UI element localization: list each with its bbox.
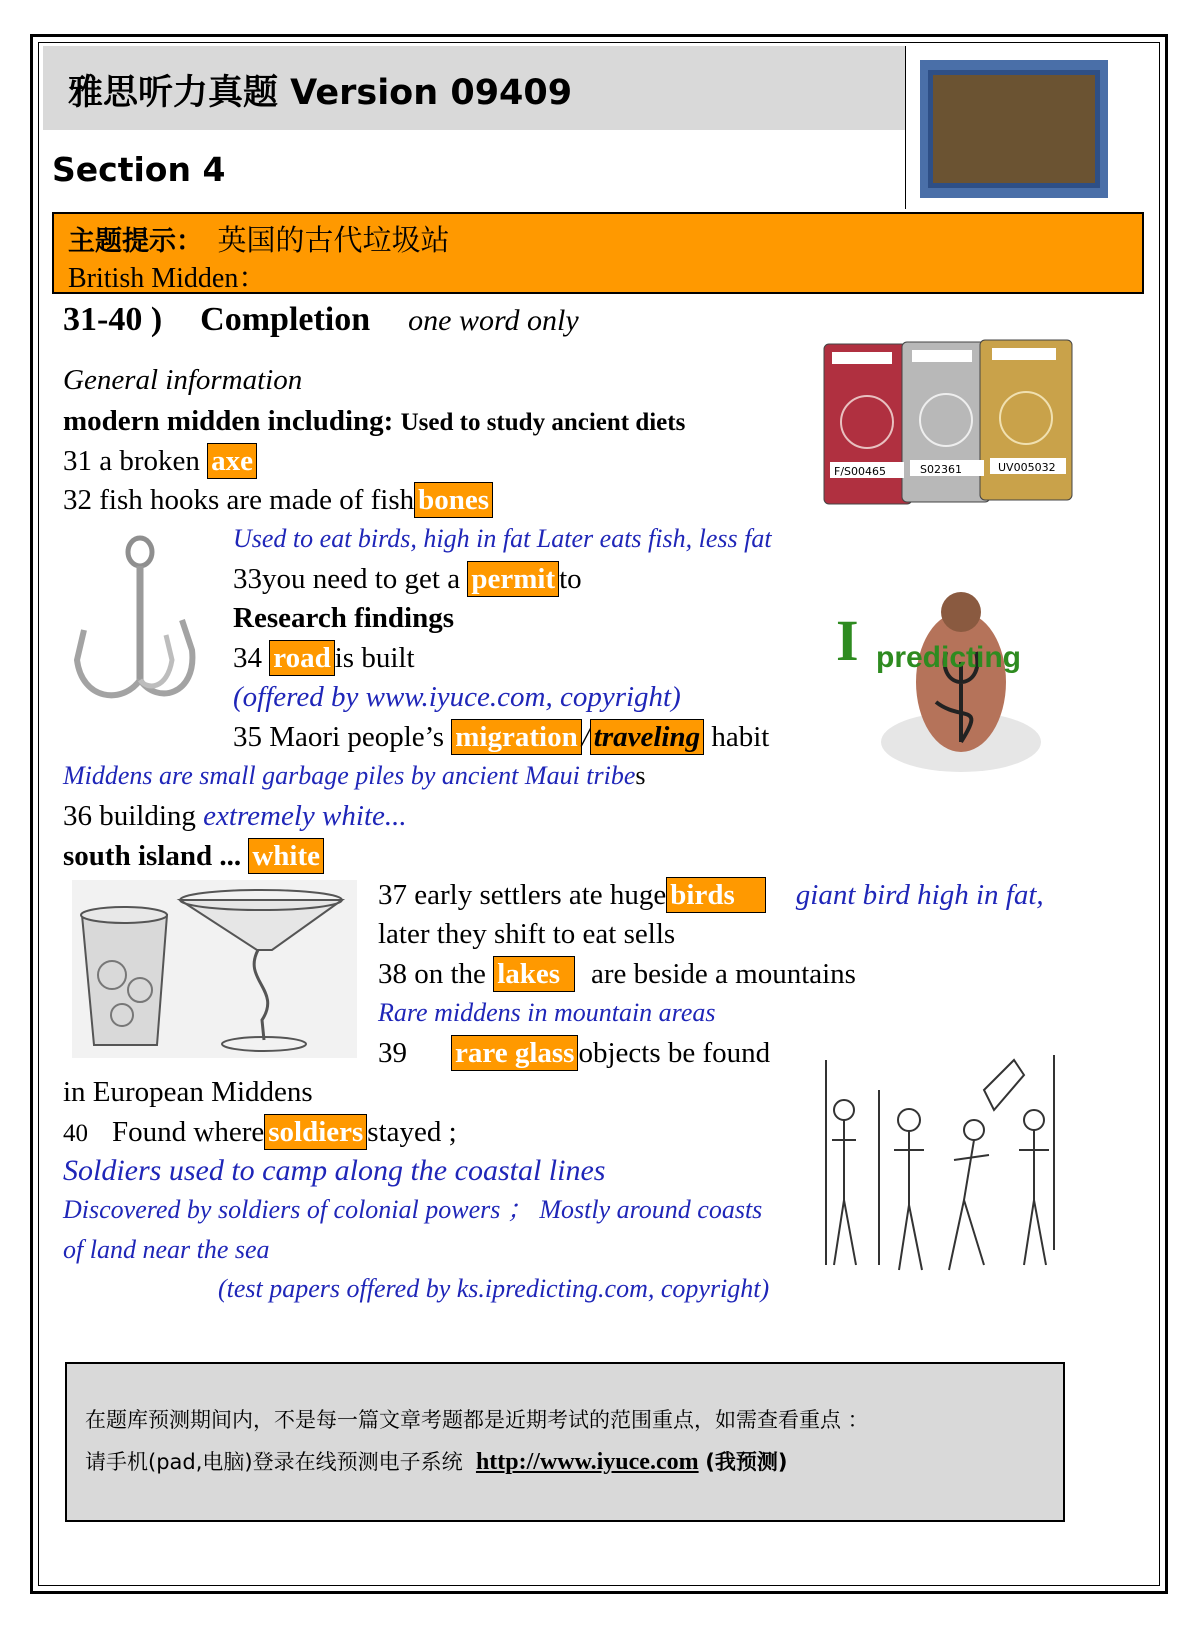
- q39-text: 39: [378, 1037, 407, 1069]
- footer-line-2: [85, 1446, 788, 1476]
- q36-answer: white: [248, 838, 324, 874]
- q38-answer: lakes: [493, 956, 575, 992]
- q34-suffix: is built: [334, 642, 415, 674]
- task-limit: one word only: [408, 304, 579, 337]
- note-rare: Rare middens in mountain areas: [378, 998, 716, 1027]
- south-island-label: south island ...: [63, 840, 242, 872]
- copyright-note-2: (test papers offered by ks.ipredicting.com, copyright): [218, 1274, 770, 1303]
- note-maui-suffix: s: [635, 761, 646, 790]
- q35-suffix: habit: [711, 721, 770, 753]
- q38-text: 38 on the: [378, 958, 486, 990]
- q37-text: 37 early settlers ate huge: [378, 879, 667, 911]
- question-37: [378, 877, 1044, 913]
- topic-line-cn: [68, 218, 450, 259]
- question-38: [378, 956, 856, 992]
- south-island-line: [63, 838, 324, 874]
- question-36: [63, 798, 407, 834]
- q39-suffix: objects be found: [578, 1037, 771, 1069]
- page-title: 雅思听力真题 Version 09409: [68, 73, 573, 113]
- q35-separator: /: [581, 721, 590, 753]
- ticket-cards-image: [822, 332, 1077, 512]
- q33-suffix: to: [559, 563, 582, 595]
- q36-text: 36 building: [63, 800, 196, 832]
- logo-text: predicting: [876, 641, 1022, 674]
- topic-banner: [52, 212, 1144, 294]
- logo-initial: I: [836, 608, 859, 673]
- midden-box-contents: [928, 70, 1100, 188]
- question-33: [233, 561, 582, 597]
- footer-link[interactable]: http://www.iyuce.com: [475, 1449, 699, 1475]
- q35-text: 35 Maori people’s: [233, 721, 445, 753]
- note-soldiers: Soldiers used to camp along the coastal lines: [63, 1154, 606, 1187]
- question-32: [63, 482, 493, 518]
- research-findings: Research findings: [233, 602, 455, 634]
- q36-note: extremely white...: [203, 800, 407, 832]
- footer-line-1: 在题库预测期间内，不是每一篇文章考题都是近期考试的范围重点，如需查看重点 ：: [85, 1408, 869, 1432]
- general-info-heading: General information: [63, 364, 303, 396]
- modern-midden-line: [63, 403, 685, 441]
- question-31: [63, 443, 257, 479]
- q33-text: 33you need to get a: [233, 563, 461, 595]
- q40-text: Found where: [112, 1116, 265, 1148]
- q40-suffix: stayed ;: [367, 1116, 457, 1148]
- modern-label: modern midden including:: [63, 405, 394, 437]
- section-title: Section 4: [52, 150, 226, 189]
- q40-number: 40: [63, 1120, 88, 1147]
- q31-answer: axe: [207, 443, 257, 479]
- q35-answer: migration: [451, 719, 581, 755]
- question-35: [233, 719, 769, 755]
- note-birds: Used to eat birds, high in fat Later eats fish, less fat: [233, 524, 772, 553]
- modern-note: Used to study ancient diets: [400, 409, 686, 436]
- topic-label: 主题提示：: [68, 226, 203, 257]
- note-maui: [63, 758, 646, 794]
- ipredicting-logo-image: [836, 582, 1068, 782]
- q33-answer: permit: [467, 561, 559, 597]
- topic-cn: 英国的古代垃圾站: [217, 225, 450, 257]
- q31-text: 31 a broken: [63, 445, 200, 477]
- q34-text: 34: [233, 642, 262, 674]
- glassware-image: [72, 880, 357, 1058]
- question-40: [63, 1114, 457, 1152]
- note-land: of land near the sea: [63, 1235, 270, 1264]
- q35-answer-alt: traveling: [590, 719, 704, 755]
- note-maui-text: Middens are small garbage piles by ancient Maui tribe: [63, 761, 636, 790]
- ticket-1-label: F/S00465: [834, 465, 887, 478]
- question-34: [233, 640, 415, 676]
- footer-link-suffix: (我预测): [705, 1450, 788, 1474]
- footer-line-2-text: 请手机(pad,电脑)登录在线预测电子系统: [85, 1450, 463, 1474]
- q39-answer: rare glass: [451, 1035, 578, 1071]
- copyright-note-1: (offered by www.iyuce.com, copyright): [233, 681, 681, 713]
- q32-text: 32 fish hooks are made of fish: [63, 484, 415, 516]
- footer-note-box: [65, 1362, 1065, 1522]
- q39-line2: in European Middens: [63, 1076, 313, 1108]
- q37-note: giant bird high in fat,: [795, 879, 1044, 911]
- task-type: Completion: [200, 301, 371, 338]
- header-divider: [905, 46, 906, 209]
- question-39: [378, 1035, 770, 1071]
- roman-soldiers-image: [814, 1050, 1076, 1285]
- topic-en: British Midden：: [68, 263, 267, 294]
- q32-answer: bones: [414, 482, 493, 518]
- fish-hook-image: [62, 530, 212, 720]
- ticket-2-label: S02361: [920, 463, 962, 476]
- q34-answer: road: [269, 640, 334, 676]
- midden-box-photo: [920, 60, 1108, 198]
- note-discovered: Discovered by soldiers of colonial powers ； Mostly around coasts: [63, 1195, 763, 1224]
- q37-answer: birds: [666, 877, 765, 913]
- task-range: 31-40 ): [63, 301, 163, 338]
- ticket-3-label: UV005032: [998, 461, 1056, 474]
- q40-answer: soldiers: [264, 1114, 367, 1150]
- q38-suffix: are beside a mountains: [591, 958, 856, 990]
- q37-line2: later they shift to eat sells: [378, 918, 676, 950]
- task-heading: [63, 302, 579, 339]
